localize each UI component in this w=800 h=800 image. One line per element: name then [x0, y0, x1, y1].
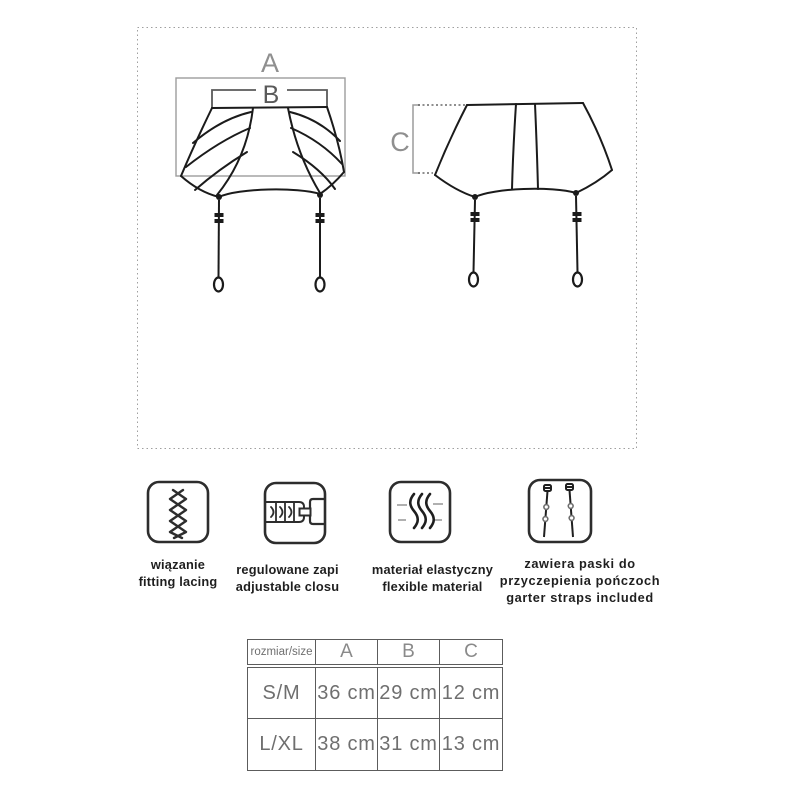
back-garment-outline: [435, 103, 612, 197]
measure-c-label: C: [390, 127, 410, 157]
caption-line: fitting lacing: [138, 573, 218, 589]
garter-straps-icon: [526, 477, 594, 550]
table-cell-c: 13 cm: [441, 733, 501, 755]
caption-line: garter straps included: [506, 590, 654, 605]
front-garter-straps: [214, 192, 325, 292]
table-cell-a: 38 cm: [316, 719, 378, 770]
header-cell-b: B: [378, 640, 440, 664]
header-cell-a: A: [316, 640, 378, 664]
stretch-icon: [387, 479, 453, 550]
measure-b-label: B: [262, 81, 280, 109]
size-table: [247, 667, 503, 771]
table-cell-size: S/M: [248, 668, 316, 719]
measure-c-guides: [418, 105, 466, 173]
table-cell-b: 31 cm: [378, 719, 440, 770]
back-view-drawing: [390, 103, 612, 287]
stretch-caption: [353, 562, 512, 595]
header-cell-c: C: [464, 641, 478, 662]
front-garment-outline: [181, 107, 344, 197]
measure-a-label: A: [260, 48, 280, 78]
table-cell-a: 36 cm: [316, 668, 378, 719]
table-cell-size: L/XL: [248, 719, 316, 770]
caption-line: przyczepienia pończoch: [499, 573, 661, 588]
measure-a-box: [176, 78, 345, 176]
front-view-drawing: [176, 48, 345, 292]
caption-line: regulowane zapi: [236, 562, 339, 577]
caption-line: adjustable closu: [235, 578, 340, 594]
caption-line: materiał elastyczny: [371, 562, 494, 577]
closure-caption: [213, 562, 362, 595]
garter-straps-caption: [494, 555, 666, 606]
back-garter-straps: [469, 190, 582, 287]
closure-icon: [262, 480, 328, 551]
header-cell-size: rozmiar/size: [248, 640, 316, 664]
lacing-icon: [145, 479, 211, 550]
caption-line: zawiera paski do: [524, 556, 636, 571]
table-cell-c: 12 cm: [440, 668, 502, 719]
size-table-header: [247, 639, 503, 665]
measure-c-bracket: [413, 105, 420, 173]
caption-line: wiązanie: [150, 557, 206, 572]
table-cell-b: 29 cm: [378, 668, 440, 719]
caption-line: flexible material: [382, 578, 483, 594]
